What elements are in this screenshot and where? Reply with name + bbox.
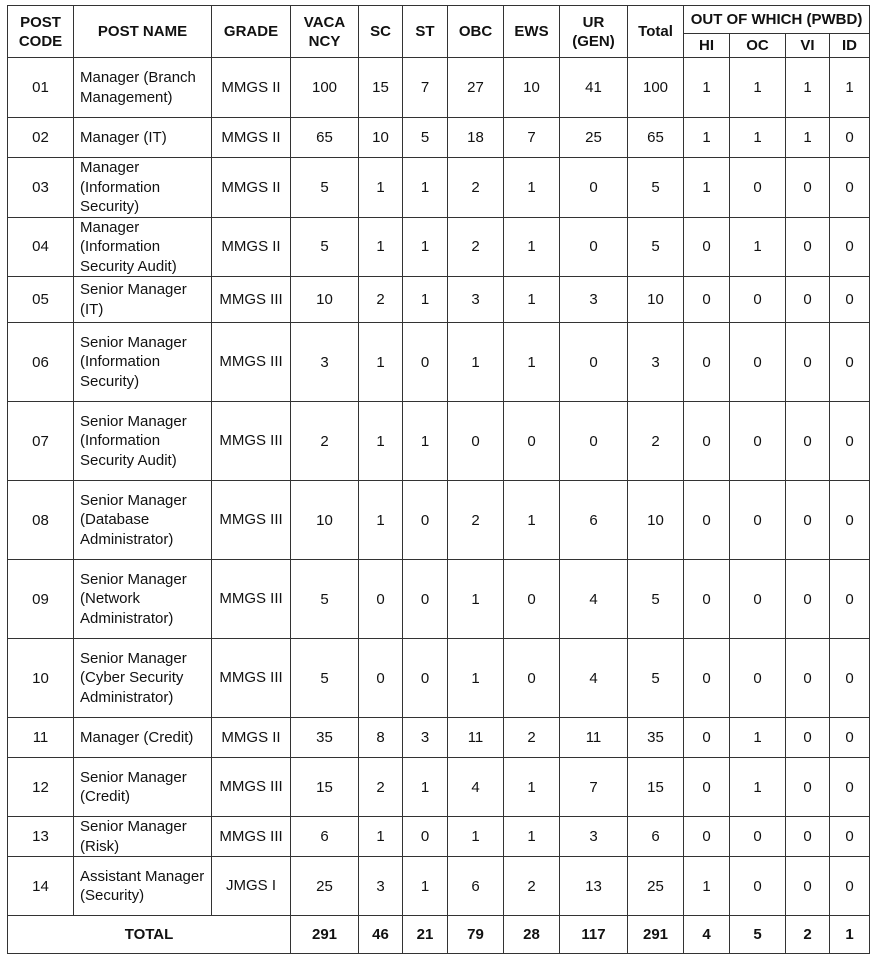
cell-grade: JMGS I [212, 857, 291, 916]
cell-hi: 0 [684, 560, 730, 639]
cell-name: Senior Manager (Network Administrator) [74, 560, 212, 639]
cell-grade: MMGS II [212, 718, 291, 758]
cell-obc: 1 [448, 560, 504, 639]
cell-st: 0 [403, 481, 448, 560]
cell-grade: MMGS II [212, 118, 291, 158]
cell-ews: 0 [504, 402, 560, 481]
table-row [8, 217, 870, 277]
table-header [8, 6, 870, 58]
total-vi: 2 [786, 916, 830, 954]
cell-hi: 0 [684, 481, 730, 560]
cell-sc: 1 [359, 217, 403, 277]
cell-sc: 1 [359, 402, 403, 481]
cell-ur: 41 [560, 58, 628, 118]
cell-obc: 11 [448, 718, 504, 758]
cell-vacancy: 10 [291, 481, 359, 560]
cell-obc: 2 [448, 158, 504, 218]
cell-vi: 0 [786, 758, 830, 817]
cell-vi: 0 [786, 817, 830, 857]
cell-ews: 0 [504, 560, 560, 639]
header-id: ID [830, 34, 870, 58]
cell-id: 0 [830, 560, 870, 639]
cell-id: 0 [830, 158, 870, 218]
cell-hi: 0 [684, 277, 730, 323]
cell-obc: 6 [448, 857, 504, 916]
cell-ur: 6 [560, 481, 628, 560]
cell-ews: 1 [504, 481, 560, 560]
table-row [8, 560, 870, 639]
cell-oc: 0 [730, 402, 786, 481]
cell-name: Assistant Manager (Security) [74, 857, 212, 916]
cell-ews: 10 [504, 58, 560, 118]
cell-vi: 0 [786, 158, 830, 218]
cell-vi: 0 [786, 718, 830, 758]
total-vacancy: 291 [291, 916, 359, 954]
header-sc: SC [359, 6, 403, 58]
cell-sc: 1 [359, 323, 403, 402]
cell-hi: 0 [684, 323, 730, 402]
cell-grade: MMGS III [212, 817, 291, 857]
cell-grade: MMGS III [212, 758, 291, 817]
cell-hi: 0 [684, 817, 730, 857]
cell-ews: 2 [504, 718, 560, 758]
cell-st: 0 [403, 817, 448, 857]
cell-grade: MMGS III [212, 481, 291, 560]
cell-name: Manager (IT) [74, 118, 212, 158]
cell-code: 02 [8, 118, 74, 158]
cell-grade: MMGS II [212, 158, 291, 218]
cell-st: 1 [403, 217, 448, 277]
total-obc: 79 [448, 916, 504, 954]
cell-obc: 2 [448, 481, 504, 560]
vacancy-table [7, 5, 870, 954]
cell-name: Senior Manager (Information Security) [74, 323, 212, 402]
cell-obc: 1 [448, 817, 504, 857]
table-row [8, 481, 870, 560]
cell-hi: 0 [684, 217, 730, 277]
cell-st: 1 [403, 758, 448, 817]
cell-vi: 1 [786, 118, 830, 158]
cell-st: 0 [403, 560, 448, 639]
cell-id: 0 [830, 857, 870, 916]
cell-id: 0 [830, 323, 870, 402]
cell-vacancy: 3 [291, 323, 359, 402]
cell-ur: 0 [560, 323, 628, 402]
cell-total: 5 [628, 217, 684, 277]
header-vi: VI [786, 34, 830, 58]
header-obc: OBC [448, 6, 504, 58]
cell-vacancy: 5 [291, 639, 359, 718]
cell-vi: 0 [786, 857, 830, 916]
cell-code: 13 [8, 817, 74, 857]
cell-sc: 15 [359, 58, 403, 118]
cell-grade: MMGS III [212, 560, 291, 639]
cell-sc: 10 [359, 118, 403, 158]
cell-code: 03 [8, 158, 74, 218]
table-row [8, 323, 870, 402]
cell-sc: 1 [359, 817, 403, 857]
cell-vi: 0 [786, 323, 830, 402]
cell-vacancy: 15 [291, 758, 359, 817]
cell-vacancy: 100 [291, 58, 359, 118]
cell-vi: 0 [786, 639, 830, 718]
cell-ews: 1 [504, 817, 560, 857]
cell-total: 5 [628, 560, 684, 639]
cell-sc: 0 [359, 560, 403, 639]
cell-oc: 0 [730, 817, 786, 857]
cell-hi: 0 [684, 718, 730, 758]
cell-ur: 0 [560, 217, 628, 277]
cell-ur: 0 [560, 158, 628, 218]
cell-ews: 1 [504, 217, 560, 277]
cell-name: Manager (Branch Management) [74, 58, 212, 118]
cell-hi: 1 [684, 118, 730, 158]
cell-name: Senior Manager (Cyber Security Administrator) [74, 639, 212, 718]
cell-grade: MMGS II [212, 217, 291, 277]
table-row [8, 639, 870, 718]
cell-ur: 4 [560, 639, 628, 718]
cell-obc: 2 [448, 217, 504, 277]
header-hi: HI [684, 34, 730, 58]
cell-vacancy: 5 [291, 158, 359, 218]
cell-ur: 11 [560, 718, 628, 758]
cell-total: 3 [628, 323, 684, 402]
table-row [8, 817, 870, 857]
total-row [8, 916, 870, 954]
cell-oc: 0 [730, 277, 786, 323]
total-st: 21 [403, 916, 448, 954]
cell-oc: 0 [730, 481, 786, 560]
cell-name: Senior Manager (Information Security Audit) [74, 402, 212, 481]
cell-ur: 3 [560, 817, 628, 857]
cell-sc: 1 [359, 158, 403, 218]
table-row [8, 58, 870, 118]
header-vacancy: VACA NCY [291, 6, 359, 58]
cell-sc: 2 [359, 277, 403, 323]
cell-hi: 0 [684, 402, 730, 481]
header-post-name: POST NAME [74, 6, 212, 58]
cell-total: 2 [628, 402, 684, 481]
cell-sc: 1 [359, 481, 403, 560]
cell-total: 65 [628, 118, 684, 158]
cell-oc: 0 [730, 158, 786, 218]
cell-grade: MMGS III [212, 323, 291, 402]
header-st: ST [403, 6, 448, 58]
cell-vacancy: 6 [291, 817, 359, 857]
cell-id: 0 [830, 481, 870, 560]
table-row [8, 758, 870, 817]
cell-code: 05 [8, 277, 74, 323]
cell-code: 07 [8, 402, 74, 481]
cell-total: 10 [628, 481, 684, 560]
cell-oc: 0 [730, 857, 786, 916]
cell-name: Senior Manager (IT) [74, 277, 212, 323]
cell-grade: MMGS III [212, 277, 291, 323]
cell-id: 0 [830, 118, 870, 158]
cell-id: 0 [830, 639, 870, 718]
cell-ews: 1 [504, 277, 560, 323]
total-sc: 46 [359, 916, 403, 954]
header-ews: EWS [504, 6, 560, 58]
cell-grade: MMGS II [212, 58, 291, 118]
cell-grade: MMGS III [212, 639, 291, 718]
cell-obc: 1 [448, 639, 504, 718]
cell-vacancy: 5 [291, 560, 359, 639]
cell-vi: 0 [786, 481, 830, 560]
cell-st: 1 [403, 277, 448, 323]
table-row [8, 158, 870, 218]
cell-name: Senior Manager (Credit) [74, 758, 212, 817]
cell-vacancy: 10 [291, 277, 359, 323]
header-grade: GRADE [212, 6, 291, 58]
cell-total: 6 [628, 817, 684, 857]
cell-code: 10 [8, 639, 74, 718]
cell-total: 5 [628, 158, 684, 218]
cell-st: 0 [403, 639, 448, 718]
cell-id: 0 [830, 817, 870, 857]
cell-total: 35 [628, 718, 684, 758]
cell-oc: 1 [730, 758, 786, 817]
cell-oc: 1 [730, 58, 786, 118]
cell-vi: 0 [786, 560, 830, 639]
cell-vi: 0 [786, 402, 830, 481]
total-oc: 5 [730, 916, 786, 954]
cell-vacancy: 2 [291, 402, 359, 481]
header-ur: UR (GEN) [560, 6, 628, 58]
cell-hi: 1 [684, 58, 730, 118]
table-row [8, 277, 870, 323]
cell-obc: 18 [448, 118, 504, 158]
cell-oc: 0 [730, 560, 786, 639]
cell-oc: 1 [730, 718, 786, 758]
cell-obc: 0 [448, 402, 504, 481]
total-ews: 28 [504, 916, 560, 954]
cell-name: Manager (Information Security) [74, 158, 212, 218]
cell-name: Manager (Information Security Audit) [74, 217, 212, 277]
cell-st: 3 [403, 718, 448, 758]
cell-name: Senior Manager (Risk) [74, 817, 212, 857]
cell-total: 100 [628, 58, 684, 118]
cell-ur: 25 [560, 118, 628, 158]
cell-name: Senior Manager (Database Administrator) [74, 481, 212, 560]
cell-st: 1 [403, 402, 448, 481]
cell-st: 7 [403, 58, 448, 118]
cell-code: 06 [8, 323, 74, 402]
cell-total: 15 [628, 758, 684, 817]
cell-obc: 27 [448, 58, 504, 118]
cell-oc: 1 [730, 217, 786, 277]
cell-hi: 1 [684, 158, 730, 218]
cell-ur: 7 [560, 758, 628, 817]
cell-ur: 4 [560, 560, 628, 639]
cell-st: 1 [403, 158, 448, 218]
cell-code: 01 [8, 58, 74, 118]
cell-vacancy: 5 [291, 217, 359, 277]
cell-code: 08 [8, 481, 74, 560]
cell-id: 0 [830, 402, 870, 481]
cell-obc: 1 [448, 323, 504, 402]
cell-id: 0 [830, 277, 870, 323]
cell-sc: 0 [359, 639, 403, 718]
cell-code: 12 [8, 758, 74, 817]
table-row [8, 402, 870, 481]
table-body [8, 58, 870, 916]
cell-ews: 1 [504, 758, 560, 817]
cell-hi: 1 [684, 857, 730, 916]
cell-vacancy: 25 [291, 857, 359, 916]
table-row [8, 857, 870, 916]
header-total: Total [628, 6, 684, 58]
cell-obc: 4 [448, 758, 504, 817]
cell-ews: 2 [504, 857, 560, 916]
cell-st: 1 [403, 857, 448, 916]
total-ur: 117 [560, 916, 628, 954]
cell-ur: 3 [560, 277, 628, 323]
cell-code: 11 [8, 718, 74, 758]
cell-total: 10 [628, 277, 684, 323]
table-row [8, 718, 870, 758]
cell-total: 25 [628, 857, 684, 916]
cell-obc: 3 [448, 277, 504, 323]
cell-st: 0 [403, 323, 448, 402]
cell-ews: 7 [504, 118, 560, 158]
cell-id: 0 [830, 718, 870, 758]
header-pwbd-group: OUT OF WHICH (PWBD) [684, 6, 870, 34]
total-total: 291 [628, 916, 684, 954]
total-label: TOTAL [8, 916, 291, 954]
cell-ews: 1 [504, 158, 560, 218]
cell-vi: 0 [786, 277, 830, 323]
cell-oc: 1 [730, 118, 786, 158]
header-post-code: POST CODE [8, 6, 74, 58]
cell-code: 04 [8, 217, 74, 277]
cell-grade: MMGS III [212, 402, 291, 481]
cell-code: 14 [8, 857, 74, 916]
cell-sc: 3 [359, 857, 403, 916]
cell-vi: 0 [786, 217, 830, 277]
cell-oc: 0 [730, 323, 786, 402]
cell-ur: 0 [560, 402, 628, 481]
cell-st: 5 [403, 118, 448, 158]
cell-name: Manager (Credit) [74, 718, 212, 758]
cell-id: 0 [830, 217, 870, 277]
cell-vi: 1 [786, 58, 830, 118]
cell-hi: 0 [684, 758, 730, 817]
cell-vacancy: 65 [291, 118, 359, 158]
cell-code: 09 [8, 560, 74, 639]
table-row [8, 118, 870, 158]
cell-sc: 8 [359, 718, 403, 758]
cell-id: 0 [830, 758, 870, 817]
cell-ur: 13 [560, 857, 628, 916]
cell-vacancy: 35 [291, 718, 359, 758]
cell-sc: 2 [359, 758, 403, 817]
header-oc: OC [730, 34, 786, 58]
cell-ews: 1 [504, 323, 560, 402]
total-hi: 4 [684, 916, 730, 954]
cell-total: 5 [628, 639, 684, 718]
total-id: 1 [830, 916, 870, 954]
cell-oc: 0 [730, 639, 786, 718]
cell-hi: 0 [684, 639, 730, 718]
cell-id: 1 [830, 58, 870, 118]
cell-ews: 0 [504, 639, 560, 718]
